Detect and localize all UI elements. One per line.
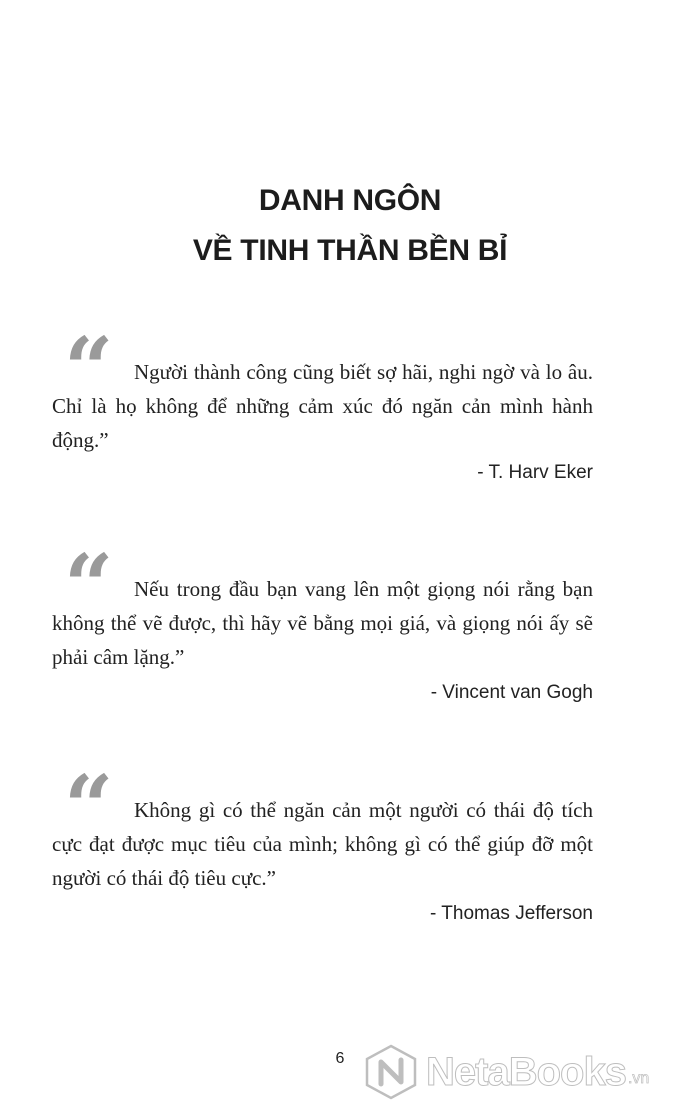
netabooks-watermark: [364, 1044, 649, 1100]
quote-block: [52, 319, 593, 457]
quote-author: - Vincent van Gogh: [430, 682, 593, 703]
netabooks-logo-icon: [364, 1044, 418, 1100]
page-title-line-2: VỀ TINH THẦN BỀN BỈ: [192, 234, 508, 267]
page-title: [0, 176, 700, 276]
quote-mark-icon: “: [64, 757, 110, 858]
quote-author: - T. Harv Eker: [477, 462, 593, 483]
watermark-suffix: .vn: [627, 1070, 650, 1087]
quote-block: [52, 536, 593, 674]
quote-block: [52, 757, 593, 895]
page-title-line-1: DANH NGÔN: [258, 184, 442, 217]
quote-author: - Thomas Jefferson: [430, 903, 593, 924]
quote-text: Người thành công cũng biết sợ hãi, nghi ngờ và lo âu. Chỉ là họ không để những cảm xúc đó ngăn cản mình hành động.”: [52, 360, 593, 452]
watermark-text: NetaBooks: [426, 1049, 626, 1094]
quote-mark-icon: “: [64, 319, 110, 420]
quote-mark-icon: “: [64, 536, 110, 637]
quote-text: Nếu trong đầu bạn vang lên một giọng nói rằng bạn không thể vẽ được, thì hãy vẽ bằng mọi giá, và giọng nói ấy sẽ phải câm lặng.”: [52, 577, 593, 669]
quote-text: Không gì có thể ngăn cản một người có thái độ tích cực đạt được mục tiêu của mình; không gì có thể giúp đỡ một người có thái độ tiêu cực.”: [52, 798, 593, 890]
page-number: 6: [335, 1050, 345, 1067]
